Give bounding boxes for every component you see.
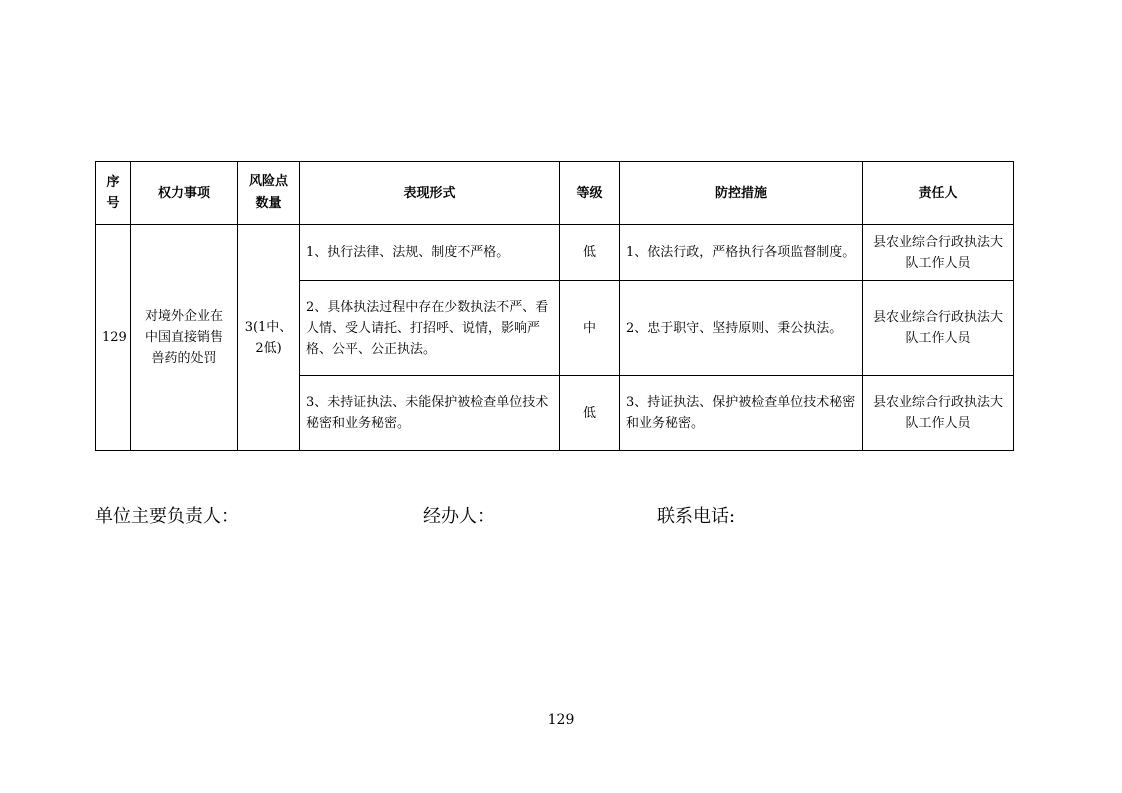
header-level: 等级 (560, 162, 620, 225)
risk-form: 3、未持证执法、未能保护被检查单位技术秘密和业务秘密。 (300, 376, 560, 451)
header-no: 序号 (96, 162, 131, 225)
risk-measure: 2、忠于职守、坚持原则、秉公执法。 (620, 281, 863, 376)
risk-measure: 3、持证执法、保护被检查单位技术秘密和业务秘密。 (620, 376, 863, 451)
table-row (96, 225, 1014, 281)
risk-level: 中 (560, 281, 620, 376)
record-no: 129 (96, 225, 131, 451)
page-number: 129 (547, 712, 575, 728)
record-item: 对境外企业在中国直接销售兽药的处罚 (131, 225, 238, 451)
risk-person: 县农业综合行政执法大队工作人员 (863, 376, 1014, 451)
risk-form: 1、执行法律、法规、制度不严格。 (300, 225, 560, 281)
header-count: 风险点数量 (238, 162, 300, 225)
record-risk-count: 3(1中、2低) (238, 225, 300, 451)
risk-person: 县农业综合行政执法大队工作人员 (863, 225, 1014, 281)
risk-level: 低 (560, 376, 620, 451)
header-item: 权力事项 (131, 162, 238, 225)
handler-label: 经办人： (423, 506, 495, 527)
unit-leader-label: 单位主要负责人： (95, 506, 239, 527)
table-header-row (96, 162, 1014, 225)
risk-form: 2、具体执法过程中存在少数执法不严、看人情、受人请托、打招呼、说情，影响严格、公平、公正执法。 (300, 281, 560, 376)
risk-measure: 1、依法行政，严格执行各项监督制度。 (620, 225, 863, 281)
risk-person: 县农业综合行政执法大队工作人员 (863, 281, 1014, 376)
risk-table (95, 161, 1014, 451)
phone-label: 联系电话: (657, 506, 736, 527)
header-person: 责任人 (863, 162, 1014, 225)
risk-level: 低 (560, 225, 620, 281)
header-measure: 防控措施 (620, 162, 863, 225)
header-form: 表现形式 (300, 162, 560, 225)
